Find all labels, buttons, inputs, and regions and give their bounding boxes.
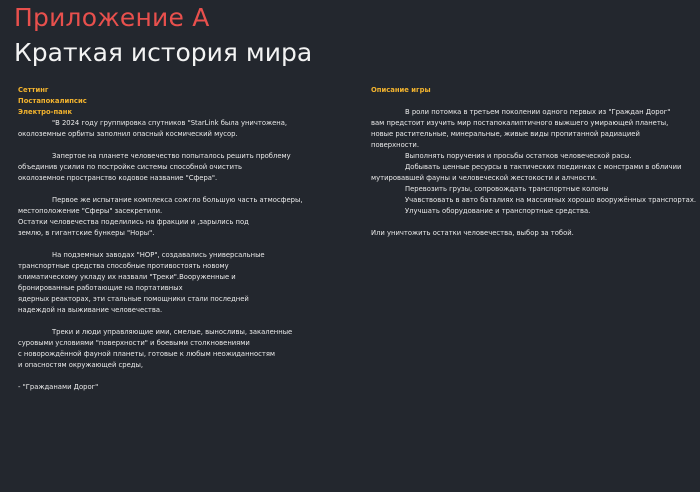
paragraph-line: и опасностям окружающей среды, [18,361,143,369]
left-column [18,85,318,393]
paragraph-line: Перевозить грузы, сопровождать транспортные колоны [405,185,609,193]
signature-line: - "Гражданами Дорог" [18,383,99,391]
paragraph-line: транспортные средства способные противостоять новому [18,262,229,270]
setting-genre: Постапокалипсис [18,97,87,105]
paragraph-line: поверхности. [371,141,420,149]
paragraph-line: суровыми условиями "поверхности" и боевыми столкновениями [18,339,250,347]
paragraph-line: местоположение "Сферы" засекретили. [18,207,163,215]
page-title: Краткая история мира [14,38,313,67]
paragraph-line: климатическому укладу их назвали "Треки".Вооруженные и [18,273,236,281]
paragraph-line: новые растительные, минеральные, живые виды пропитанной радиацией [371,130,640,138]
paragraph-line: с новорождённой фауной планеты, готовые к любым неожиданностям [18,350,276,358]
paragraph-line: Учавствовать в авто баталиях на массивных хорошо вооружённых транспортах. [405,196,697,204]
paragraph-line: ядерных реакторах, эти стальные помощники стали последней [18,295,249,303]
paragraph-line: мутировавшей фауны и человеческой жестокости и алчности. [371,174,598,182]
paragraph-line: землю, в гигантские бункеры "Норы". [18,229,155,237]
paragraph-line: надеждой на выживание человечества. [18,306,163,314]
paragraph-line: Улучшать оборудование и транспортные средства. [405,207,591,215]
paragraph-line: "В 2024 году группировка спутников "StarLink была уничтожена, [52,119,288,127]
paragraph-line: Первое же испытание комплекса сожгло большую часть атмосферы, [52,196,303,204]
paragraph-line: вам предстоит изучить мир постапокалиптичного выжшего умирающей планеты, [371,119,669,127]
paragraph-line: Остатки человечества поделились на фракции и ,зарылись под [18,218,249,226]
paragraph-line: бронированные работающие на портативных [18,284,183,292]
setting-style: Электро-панк [18,108,73,116]
paragraph-line: объединив усилия по постройке системы способной очистить [18,163,243,171]
paragraph-line: Треки и люди управляющие ими, смелые, выносливы, закаленные [52,328,293,336]
paragraph-line: В роли потомка в третьем поколении одного первых из "Граждан Дорог" [405,108,671,116]
paragraph-line: Добывать ценные ресурсы в тактических поединках с монстрами в обличии [405,163,682,171]
paragraph-line: На подземных заводах "НОР", создавались универсальные [52,251,265,259]
right-column [371,85,697,239]
setting-heading: Сеттинг [18,86,49,94]
closing-line: Или уничтожить остатки человечества, выбор за тобой. [371,229,574,237]
paragraph-line: околоземные орбиты заполнил опасный космический мусор. [18,130,238,138]
paragraph-line: околоземное пространство кодовое название "Сфера". [18,174,218,182]
paragraph-line: Запертое на планете человечество попыталось решить проблему [52,152,291,160]
paragraph-line: Выполнять поручения и просьбы остатков человеческой расы. [405,152,632,160]
game-description-heading: Описание игры [371,86,431,94]
appendix-title: Приложение А [14,3,210,32]
